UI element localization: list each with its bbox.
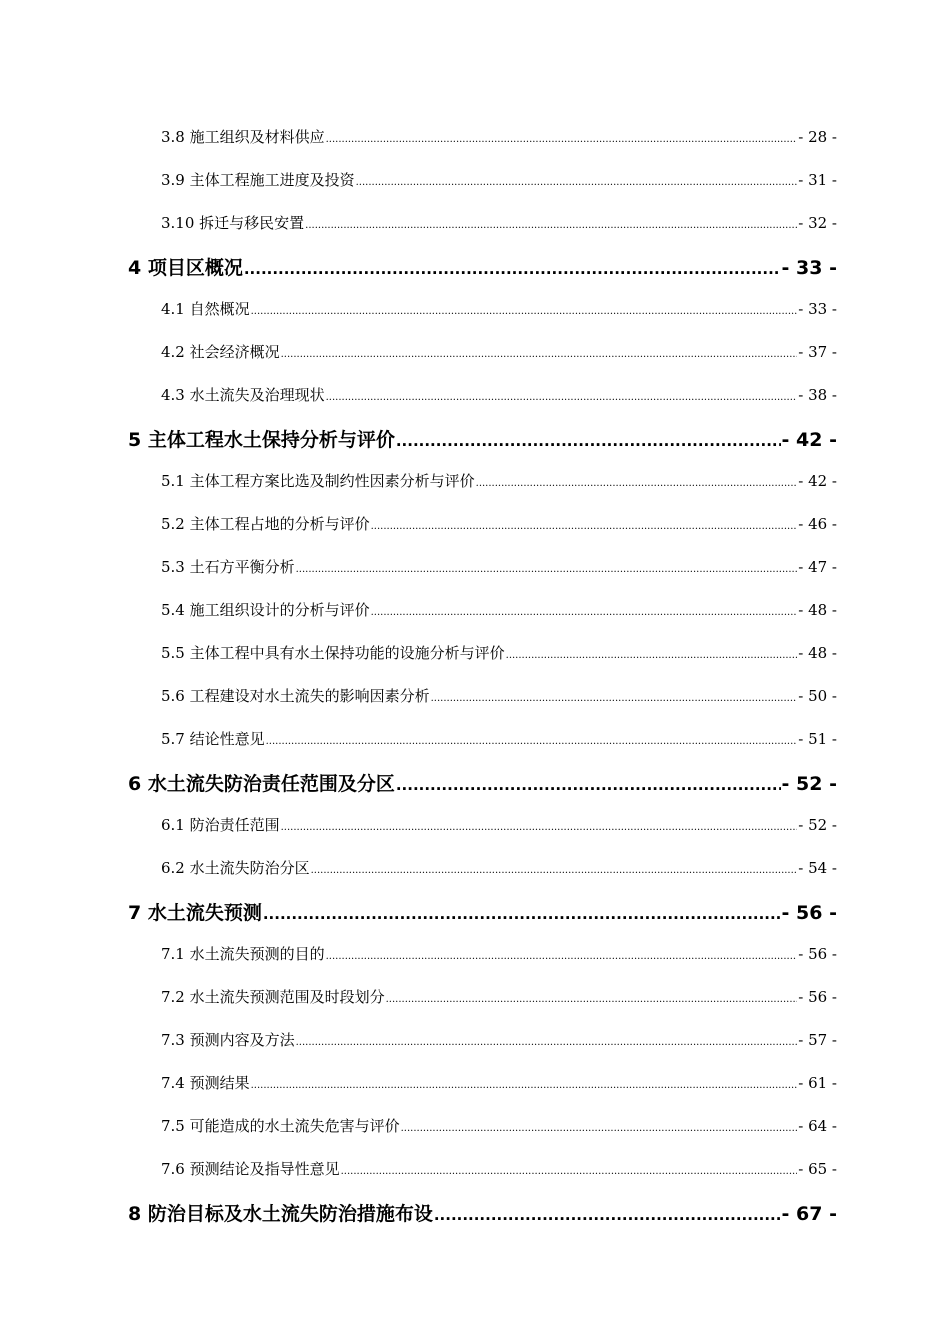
toc-chapter[interactable]	[128, 1199, 837, 1226]
toc-entry[interactable]	[161, 685, 837, 706]
toc-leader	[251, 306, 798, 317]
toc-entry[interactable]	[161, 599, 837, 620]
toc-entry-title: 7.5 可能造成的水土流失危害与评价	[161, 1117, 400, 1135]
toc-entry-title: 7.4 预测结果	[161, 1074, 250, 1092]
toc-entry[interactable]	[161, 857, 837, 878]
toc-entry-page: - 54 -	[798, 859, 837, 877]
toc-entry-title: 5.5 主体工程中具有水土保持功能的设施分析与评价	[161, 644, 505, 662]
toc-leader	[263, 905, 781, 923]
toc-entry-title: 3.9 主体工程施工进度及投资	[161, 171, 355, 189]
toc-entry-page: - 32 -	[798, 214, 837, 232]
toc-entry-title: 5.4 施工组织设计的分析与评价	[161, 601, 370, 619]
toc-chapter-page: - 42 -	[781, 429, 837, 451]
toc-leader	[431, 693, 798, 704]
toc-entry[interactable]	[161, 986, 837, 1007]
toc-leader	[434, 1206, 781, 1224]
toc-entry[interactable]	[161, 341, 837, 362]
toc-entry-title: 7.1 水土流失预测的目的	[161, 945, 325, 963]
toc-entry-page: - 33 -	[798, 300, 837, 318]
toc-leader	[251, 1080, 798, 1091]
toc-chapter-title: 6 水土流失防治责任范围及分区	[128, 773, 395, 795]
toc-leader	[296, 1037, 798, 1048]
toc-entry-page: - 38 -	[798, 386, 837, 404]
toc-entry-title: 5.3 土石方平衡分析	[161, 558, 295, 576]
toc-entry[interactable]	[161, 384, 837, 405]
toc-entry-page: - 56 -	[798, 988, 837, 1006]
toc-chapter[interactable]	[128, 253, 837, 280]
toc-entry[interactable]	[161, 470, 837, 491]
toc-entry[interactable]	[161, 556, 837, 577]
toc-entry-title: 4.1 自然概况	[161, 300, 250, 318]
toc-entry[interactable]	[161, 1115, 837, 1136]
toc-leader	[506, 650, 798, 661]
toc-entry-page: - 64 -	[798, 1117, 837, 1135]
toc-entry-page: - 57 -	[798, 1031, 837, 1049]
toc-leader	[326, 951, 798, 962]
toc-chapter-title: 5 主体工程水土保持分析与评价	[128, 429, 395, 451]
toc-leader	[305, 220, 797, 231]
toc-leader	[326, 392, 798, 403]
toc-leader	[356, 177, 798, 188]
toc-entry-page: - 51 -	[798, 730, 837, 748]
toc-leader	[386, 994, 798, 1005]
toc-entry[interactable]	[161, 814, 837, 835]
toc-entry[interactable]	[161, 169, 837, 190]
toc-entry[interactable]	[161, 642, 837, 663]
toc-entry[interactable]	[161, 728, 837, 749]
toc-entry-title: 7.2 水土流失预测范围及时段划分	[161, 988, 385, 1006]
toc-entry-title: 4.3 水土流失及治理现状	[161, 386, 325, 404]
toc-entry-title: 5.6 工程建设对水土流失的影响因素分析	[161, 687, 430, 705]
toc-entry-page: - 48 -	[798, 644, 837, 662]
toc-leader	[281, 349, 798, 360]
toc-entry-page: - 28 -	[798, 128, 837, 146]
toc-chapter-page: - 67 -	[781, 1203, 837, 1225]
toc-chapter[interactable]	[128, 425, 837, 452]
toc-entry-title: 6.2 水土流失防治分区	[161, 859, 310, 877]
toc-entry-title: 5.7 结论性意见	[161, 730, 265, 748]
toc-leader	[401, 1123, 798, 1134]
toc-entry-title: 5.1 主体工程方案比选及制约性因素分析与评价	[161, 472, 475, 490]
toc-chapter-page: - 56 -	[781, 902, 837, 924]
toc-leader	[396, 776, 781, 794]
toc-entry[interactable]	[161, 126, 837, 147]
toc-chapter-title: 4 项目区概况	[128, 257, 243, 279]
toc-entry[interactable]	[161, 1158, 837, 1179]
toc-entry[interactable]	[161, 1029, 837, 1050]
toc-entry-page: - 48 -	[798, 601, 837, 619]
toc-leader	[281, 822, 798, 833]
toc-entry-page: - 47 -	[798, 558, 837, 576]
toc-entry-page: - 50 -	[798, 687, 837, 705]
toc-chapter-title: 7 水土流失预测	[128, 902, 262, 924]
toc-leader	[244, 260, 781, 278]
toc-entry-title: 6.1 防治责任范围	[161, 816, 280, 834]
toc-entry-title: 3.8 施工组织及材料供应	[161, 128, 325, 146]
toc-entry[interactable]	[161, 1072, 837, 1093]
toc-leader	[476, 478, 798, 489]
toc-leader	[371, 607, 798, 618]
toc-leader	[371, 521, 798, 532]
toc-entry-page: - 56 -	[798, 945, 837, 963]
toc-entry[interactable]	[161, 212, 837, 233]
toc-entry-page: - 31 -	[798, 171, 837, 189]
toc-leader	[266, 736, 798, 747]
toc-entry-page: - 52 -	[798, 816, 837, 834]
toc-leader	[296, 564, 798, 575]
toc-leader	[326, 134, 798, 145]
toc-entry[interactable]	[161, 298, 837, 319]
toc-entry-title: 5.2 主体工程占地的分析与评价	[161, 515, 370, 533]
toc-chapter-page: - 33 -	[781, 257, 837, 279]
toc-chapter-page: - 52 -	[781, 773, 837, 795]
toc-entry-title: 3.10 拆迁与移民安置	[161, 214, 305, 232]
toc-entry-page: - 46 -	[798, 515, 837, 533]
toc-entry-page: - 37 -	[798, 343, 837, 361]
toc-leader	[341, 1166, 798, 1177]
toc-entry-page: - 65 -	[798, 1160, 837, 1178]
toc-entry-title: 7.6 预测结论及指导性意见	[161, 1160, 340, 1178]
toc-entry[interactable]	[161, 943, 837, 964]
toc-entry-title: 4.2 社会经济概况	[161, 343, 280, 361]
toc-leader	[311, 865, 798, 876]
toc-chapter[interactable]	[128, 769, 837, 796]
toc-chapter-title: 8 防治目标及水土流失防治措施布设	[128, 1203, 433, 1225]
toc-entry[interactable]	[161, 513, 837, 534]
toc-entry-title: 7.3 预测内容及方法	[161, 1031, 295, 1049]
toc-entry-page: - 42 -	[798, 472, 837, 490]
toc-chapter[interactable]	[128, 898, 837, 925]
toc-leader	[396, 432, 781, 450]
toc-entry-page: - 61 -	[798, 1074, 837, 1092]
